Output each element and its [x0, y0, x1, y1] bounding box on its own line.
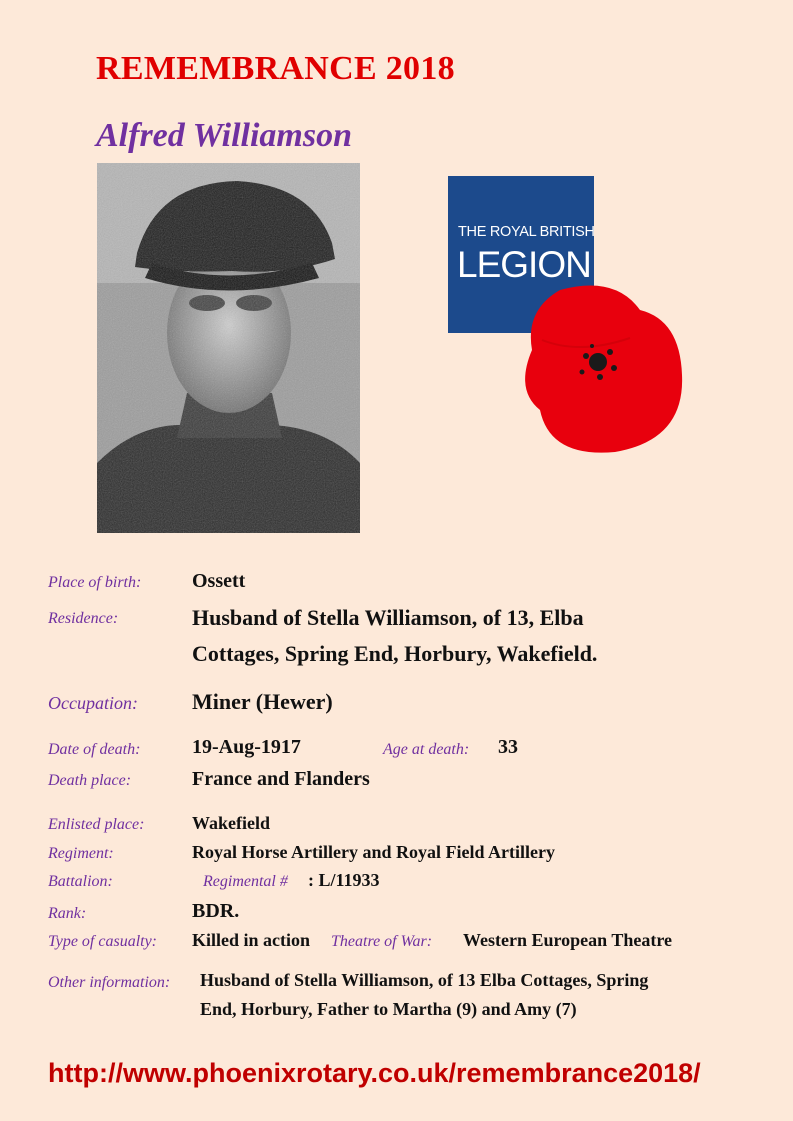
theatre-of-war-label: Theatre of War: [331, 933, 433, 950]
enlisted-place-label: Enlisted place: [48, 816, 145, 833]
regiment-label: Regiment: [48, 845, 114, 862]
soldier-name: Alfred Williamson [96, 117, 352, 154]
date-of-death-value: 19-Aug-1917 [192, 736, 301, 758]
poppy-icon [520, 280, 690, 460]
residence-label: Residence: [48, 610, 119, 627]
date-of-death-label: Date of death: [48, 741, 141, 758]
rank-label: Rank: [48, 905, 87, 922]
footer-url-link[interactable]: http://www.phoenixrotary.co.uk/remembrance2018/ [48, 1058, 701, 1088]
death-place-label: Death place: [48, 772, 132, 789]
logo-line2: LEGION [457, 244, 591, 285]
portrait-image [97, 163, 360, 533]
place-of-birth-label: Place of birth: [48, 574, 142, 591]
occupation-label: Occupation: [48, 693, 138, 713]
residence-value-line1: Husband of Stella Williamson, of 13, Elba [192, 605, 584, 630]
regimental-number-value: : L/11933 [308, 870, 380, 890]
type-of-casualty-value: Killed in action [192, 930, 311, 950]
regiment-value: Royal Horse Artillery and Royal Field Artillery [192, 842, 555, 862]
theatre-of-war-value: Western European Theatre [463, 930, 673, 950]
logo-line1: THE ROYAL BRITISH [458, 224, 595, 240]
rank-value: BDR. [192, 900, 240, 922]
page-title: REMEMBRANCE 2018 [96, 50, 455, 87]
soldier-portrait [97, 163, 360, 533]
enlisted-place-value: Wakefield [192, 813, 271, 833]
other-information-label: Other information: [48, 974, 171, 991]
type-of-casualty-label: Type of casualty: [48, 933, 158, 950]
death-place-value: France and Flanders [192, 768, 370, 790]
battalion-label: Battalion: [48, 873, 113, 890]
age-at-death-value: 33 [498, 736, 518, 758]
occupation-value: Miner (Hewer) [192, 689, 333, 714]
residence-value-line2: Cottages, Spring End, Horbury, Wakefield. [192, 641, 598, 666]
other-information-value-line2: End, Horbury, Father to Martha (9) and Amy (7) [200, 999, 577, 1019]
other-information-value-line1: Husband of Stella Williamson, of 13 Elba Cottages, Spring [200, 970, 649, 990]
age-at-death-label: Age at death: [383, 741, 470, 758]
regimental-number-label: Regimental # [203, 873, 288, 890]
place-of-birth-value: Ossett [192, 570, 246, 592]
